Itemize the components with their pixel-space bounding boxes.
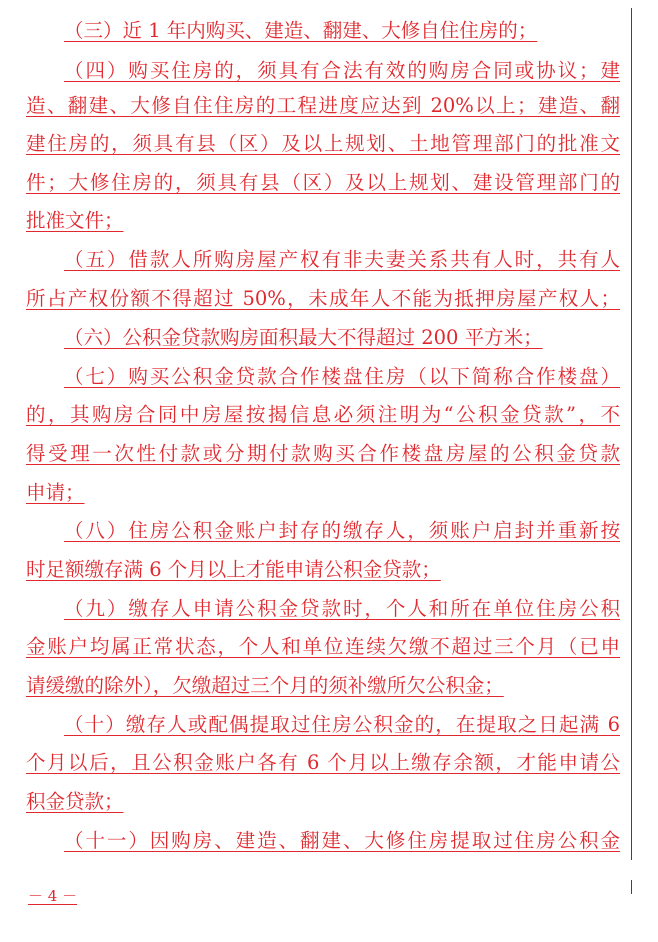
- text-line: （八）住房公积金账户封存的缴存人，须账户启封并重新按: [64, 519, 620, 542]
- right-margin-rule: [631, 8, 632, 860]
- text-line: 得受理一次性付款或分期付款购买合作楼盘房屋的公积金贷款: [26, 442, 620, 465]
- text-line: 件；大修住房的，须具有县（区）及以上规划、建设管理部门的: [26, 171, 620, 194]
- text-line: 建住房的，须具有县（区）及以上规划、土地管理部门的批准文: [26, 132, 620, 155]
- text-line: 造、翻建、大修自住住房的工程进度应达到 20%以上；建造、翻: [26, 94, 620, 117]
- text-line: （十一）因购房、建造、翻建、大修住房提取过住房公积金: [64, 829, 620, 852]
- text-line: 的，其购房合同中房屋按揭信息必须注明为“公积金贷款”，不: [26, 403, 620, 426]
- text-line: 时足额缴存满 6 个月以上才能申请公积金贷款；: [26, 558, 441, 581]
- text-line: （五）借款人所购房屋产权有非夫妻关系共有人时，共有人: [64, 248, 620, 271]
- text-line: 申请；: [26, 481, 85, 504]
- text-line: （六）公积金贷款购房面积最大不得超过 200 平方米；: [64, 326, 543, 349]
- text-line: （七）购买公积金贷款合作楼盘住房（以下简称合作楼盘）: [64, 365, 620, 388]
- page-number: － 4 －: [28, 887, 78, 905]
- text-line: （四）购买住房的，须具有合法有效的购房合同或协议；建: [64, 59, 620, 82]
- text-line: （三）近 1 年内购买、建造、翻建、大修自住住房的；: [64, 19, 538, 42]
- text-line: 金账户均属正常状态，个人和单位连续欠缴不超过三个月（已申: [26, 635, 620, 658]
- text-line: 积金贷款；: [26, 790, 124, 813]
- text-line: 请缓缴的除外），欠缴超过三个月的须补缴所欠公积金；: [26, 674, 504, 697]
- text-line: 批准文件；: [26, 209, 124, 232]
- text-line: 所占产权份额不得超过 50%，未成年人不能为抵押房屋产权人；: [26, 287, 620, 310]
- text-line: （十）缴存人或配偶提取过住房公积金的，在提取之日起满 6: [64, 713, 620, 736]
- text-line: （九）缴存人申请公积金贷款时，个人和所在单位住房公积: [64, 597, 620, 620]
- text-line: 个月以后，且公积金账户各有 6 个月以上缴存余额，才能申请公: [26, 751, 620, 774]
- right-margin-tick: [631, 880, 632, 894]
